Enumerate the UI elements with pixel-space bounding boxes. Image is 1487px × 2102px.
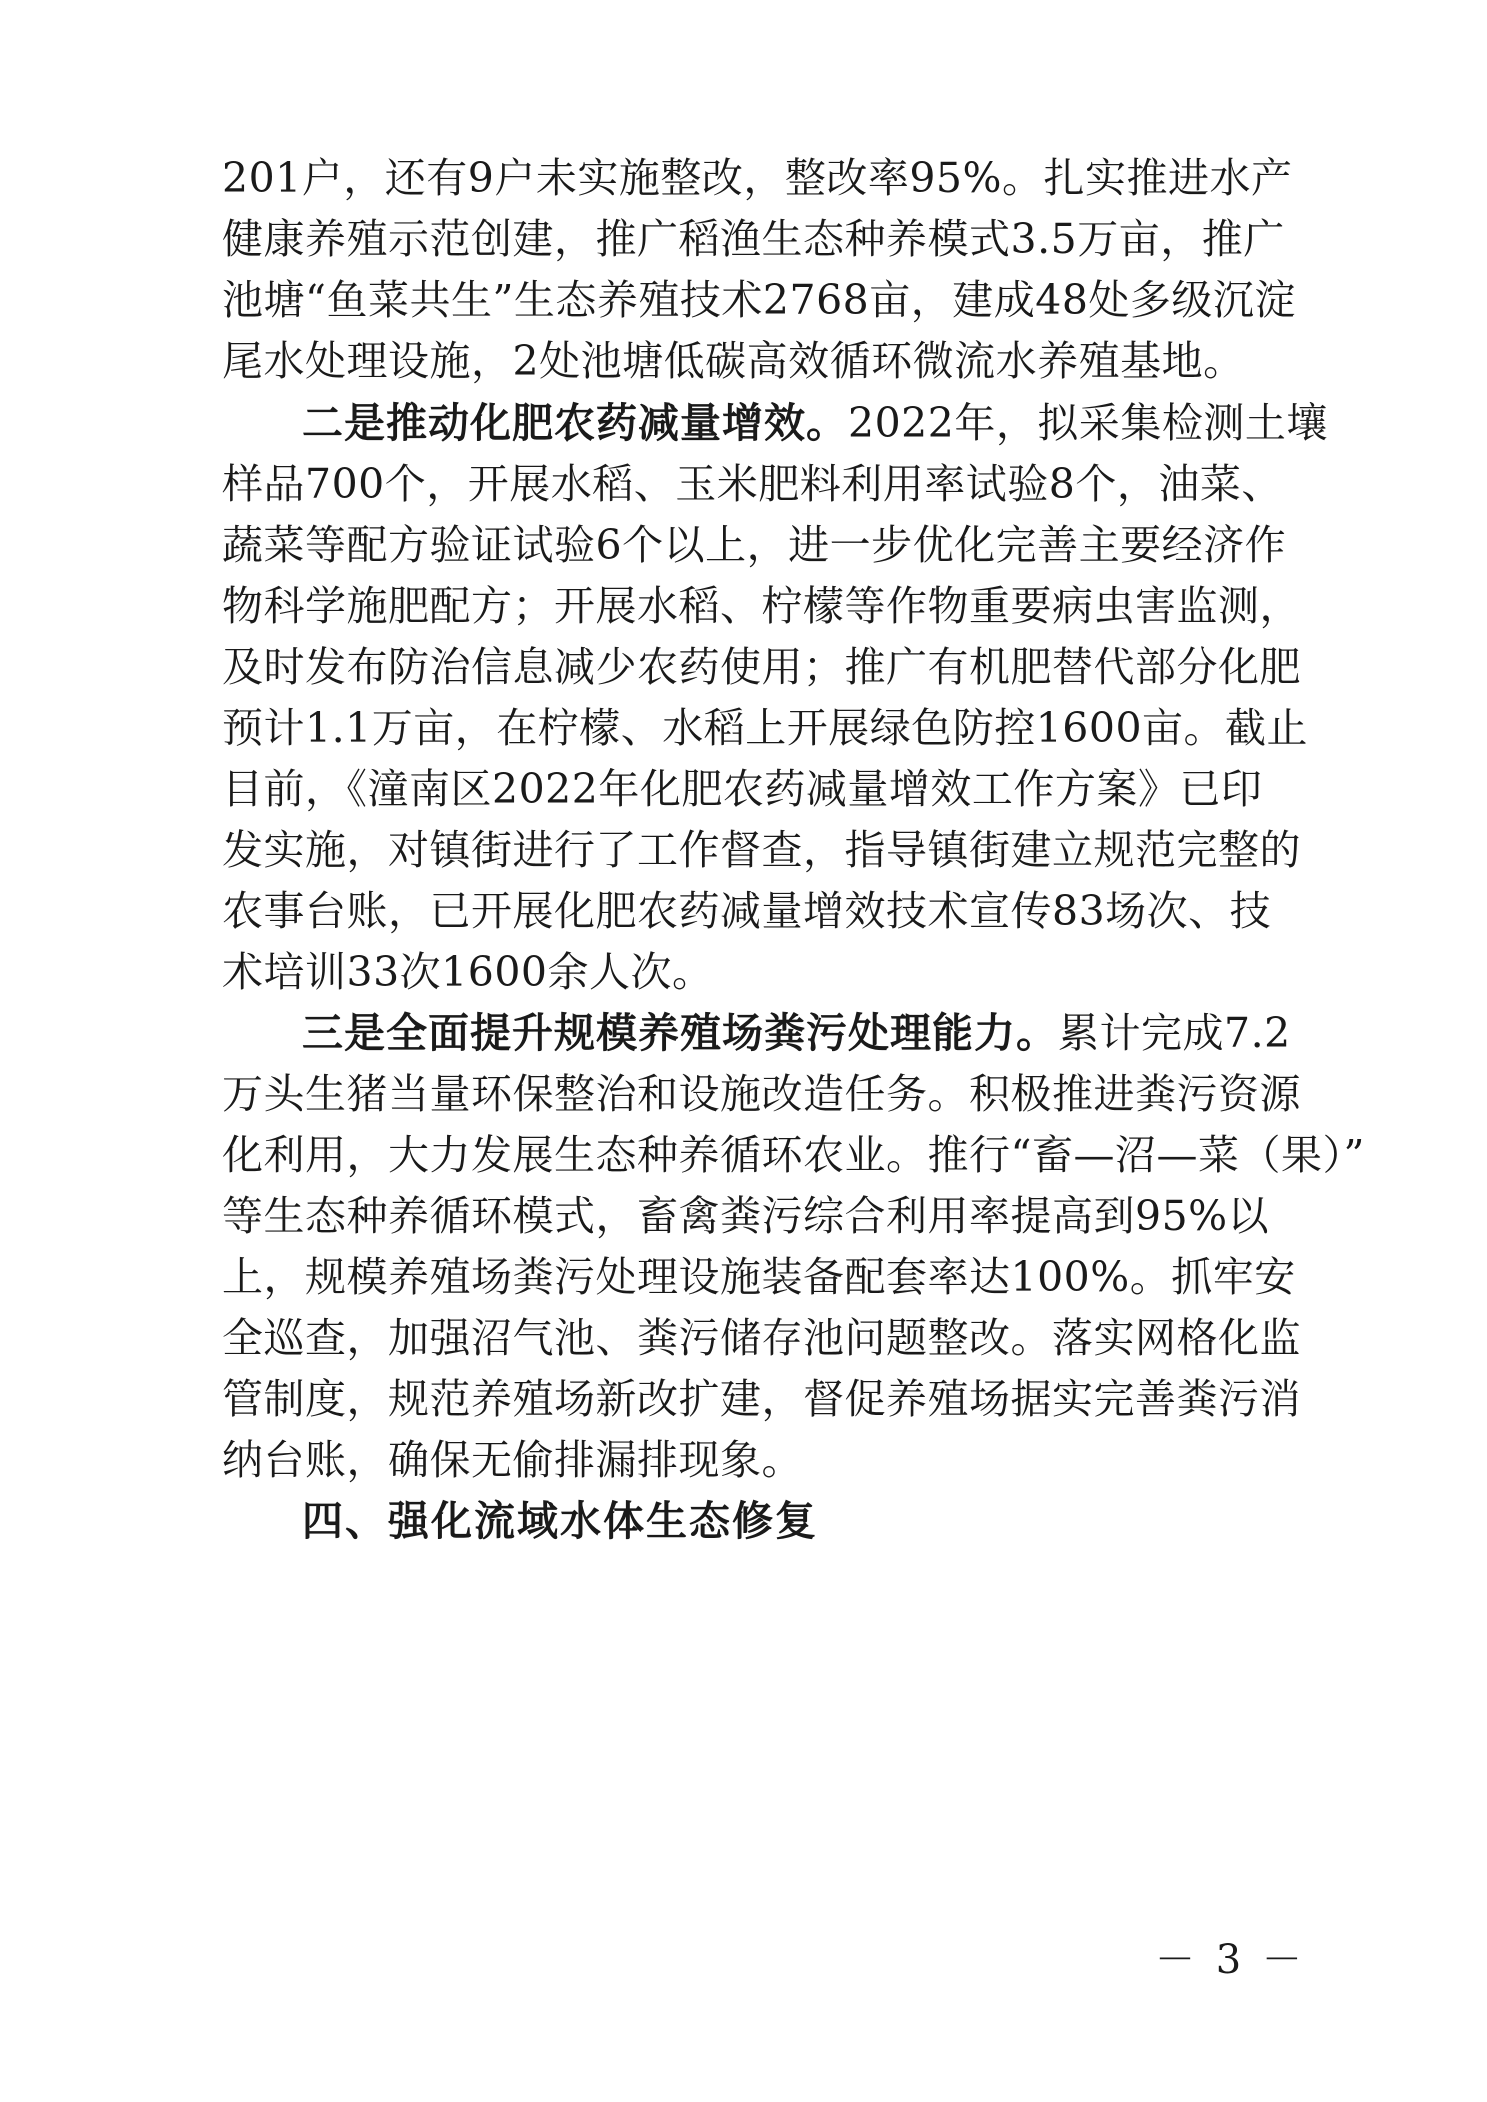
paragraph-line: 全巡查，加强沼气池、粪污储存池问题整改。落实网格化监 <box>222 1314 1301 1362</box>
paragraph-line: 健康养殖示范创建，推广稻渔生态种养模式3.5万亩，推广 <box>222 215 1285 263</box>
paragraph-lead-heading: 三是全面提升规模养殖场粪污处理能力。 <box>302 1009 1058 1057</box>
section-heading: 四、强化流域水体生态修复 <box>302 1497 818 1545</box>
paragraph-first-line <box>302 393 1328 453</box>
paragraph-line: 上，规模养殖场粪污处理设施装备配套率达100%。抓牢安 <box>222 1253 1296 1301</box>
paragraph-line: 万头生猪当量环保整治和设施改造任务。积极推进粪污资源 <box>222 1070 1301 1118</box>
paragraph-line: 201户，还有9户未实施整改，整改率95%。扎实推进水产 <box>222 154 1293 202</box>
paragraph-line: 农事台账，已开展化肥农药减量增效技术宣传83场次、技 <box>222 887 1272 935</box>
paragraph-line: 等生态种养循环模式，畜禽粪污综合利用率提高到95%以 <box>222 1192 1270 1240</box>
page-number: － 3 － <box>1155 1937 1306 1983</box>
paragraph-line: 池塘“鱼菜共生”生态养殖技术2768亩，建成48处多级沉淀 <box>222 276 1296 324</box>
paragraph-line: 蔬菜等配方验证试验6个以上，进一步优化完善主要经济作 <box>222 521 1287 569</box>
paragraph-line: 管制度，规范养殖场新改扩建，督促养殖场据实完善粪污消 <box>222 1375 1301 1423</box>
paragraph-line: 预计1.1万亩，在柠檬、水稻上开展绿色防控1600亩。截止 <box>222 704 1309 752</box>
paragraph-line: 发实施，对镇街进行了工作督查，指导镇街建立规范完整的 <box>222 826 1301 874</box>
paragraph-lead-heading: 二是推动化肥农药减量增效。 <box>302 399 848 447</box>
paragraph-line: 术培训33次1600余人次。 <box>222 948 714 996</box>
paragraph-first-line <box>302 1003 1291 1063</box>
paragraph-text: 2022年，拟采集检测土壤 <box>848 399 1328 447</box>
paragraph-line: 及时发布防治信息减少农药使用；推广有机肥替代部分化肥 <box>222 643 1301 691</box>
paragraph-line: 化利用，大力发展生态种养循环农业。推行“畜—沼—菜（果）” <box>222 1131 1365 1179</box>
paragraph-line: 尾水处理设施，2处池塘低碳高效循环微流水养殖基地。 <box>222 337 1245 385</box>
paragraph-line: 纳台账，确保无偷排漏排现象。 <box>222 1436 803 1484</box>
paragraph-text: 累计完成7.2 <box>1058 1009 1291 1057</box>
paragraph-line: 物科学施肥配方；开展水稻、柠檬等作物重要病虫害监测， <box>222 582 1301 630</box>
paragraph-line: 样品700个，开展水稻、玉米肥料利用率试验8个，油菜、 <box>222 460 1283 508</box>
paragraph-line: 目前，《潼南区2022年化肥农药减量增效工作方案》已印 <box>222 765 1263 813</box>
